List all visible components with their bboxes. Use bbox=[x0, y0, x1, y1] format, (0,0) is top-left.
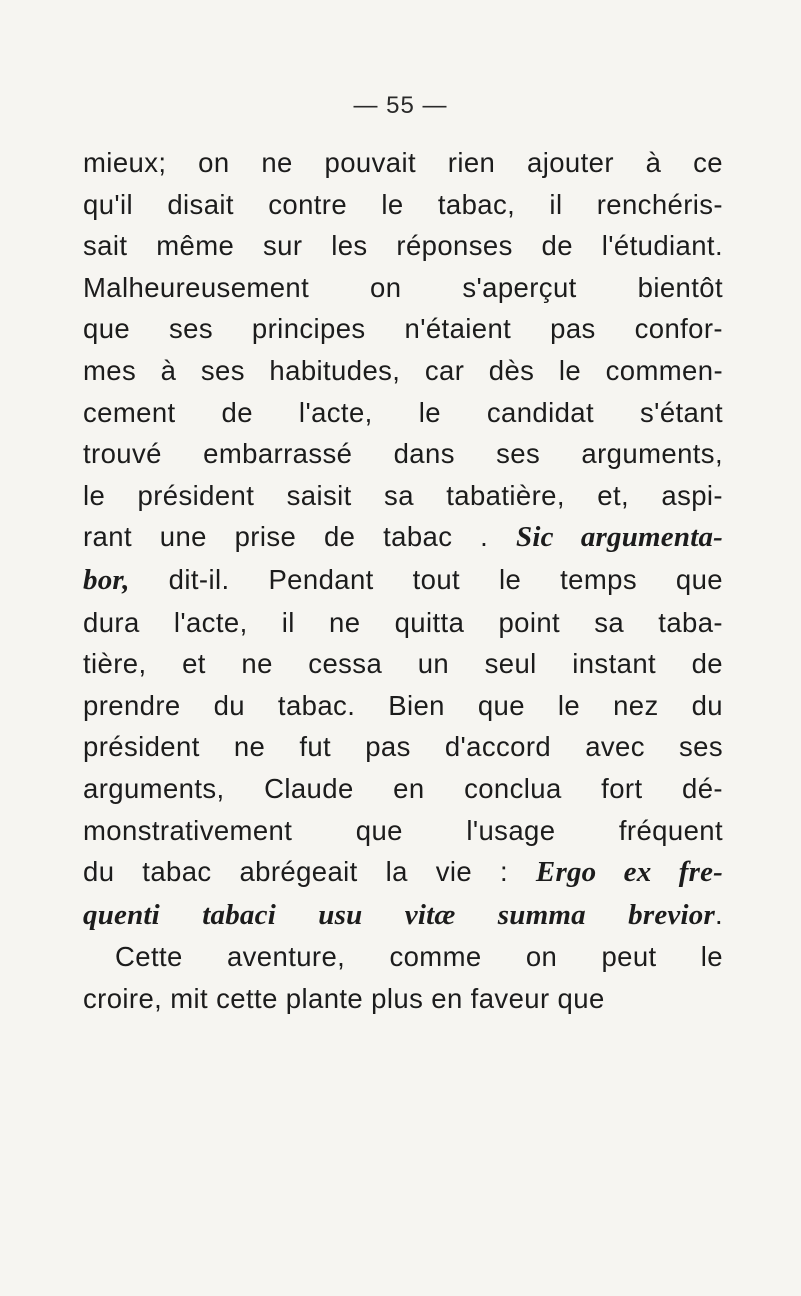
line-text: trouvé embarrassé dans ses arguments, bbox=[83, 438, 723, 470]
text-line bbox=[83, 559, 723, 602]
text-line bbox=[83, 643, 723, 685]
text-line bbox=[83, 894, 723, 937]
text-line bbox=[83, 726, 723, 768]
text-line bbox=[83, 978, 723, 1020]
text-line bbox=[83, 433, 723, 475]
italic-text: bor, bbox=[83, 563, 130, 596]
line-text: prendre du tabac. Bien que le nez du bbox=[83, 689, 723, 721]
text-line bbox=[83, 685, 723, 727]
italic-text: quenti tabaci usu vitæ summa brevior bbox=[83, 898, 715, 931]
text-line bbox=[83, 142, 723, 184]
text-line bbox=[83, 768, 723, 810]
line-text: cement de l'acte, le candidat s'étant bbox=[83, 396, 723, 428]
line-text: président ne fut pas d'accord avec ses bbox=[83, 731, 723, 763]
text-line bbox=[83, 810, 723, 852]
italic-text: Ergo ex fre- bbox=[535, 856, 724, 889]
line-text: croire, mit cette plante plus en faveur que bbox=[83, 982, 605, 1014]
line-text: monstrativement que l'usage fréquent bbox=[83, 814, 723, 846]
line-text: mes à ses habitudes, car dès le commen- bbox=[83, 354, 723, 386]
text-line bbox=[83, 308, 723, 350]
line-text: mieux; on ne pouvait rien ajouter à ce bbox=[83, 147, 723, 178]
text-line bbox=[83, 936, 723, 978]
text-line bbox=[83, 851, 723, 894]
line-text: le président saisit sa tabatière, et, aspi- bbox=[83, 479, 723, 511]
text-line bbox=[83, 602, 723, 644]
line-text: Malheureusement on s'aperçut bientôt bbox=[83, 271, 723, 303]
line-text: que ses principes n'étaient pas confor- bbox=[83, 313, 723, 345]
line-text: dit-il. Pendant tout le temps que bbox=[129, 563, 723, 595]
line-text: du tabac abrégeait la vie : bbox=[83, 856, 536, 888]
line-text: Cette aventure, comme on peut le bbox=[115, 941, 723, 973]
line-text: qu'il disait contre le tabac, il renchéris- bbox=[83, 188, 723, 220]
text-line bbox=[83, 184, 723, 226]
text-line bbox=[83, 392, 723, 434]
line-text: sait même sur les réponses de l'étudiant. bbox=[83, 230, 723, 262]
line-text: rant une prise de tabac . bbox=[83, 521, 516, 553]
line-text: . bbox=[714, 898, 723, 930]
text-line bbox=[83, 475, 723, 517]
line-text: tière, et ne cessa un seul instant de bbox=[83, 648, 723, 680]
text-line bbox=[83, 267, 723, 309]
text-line bbox=[83, 350, 723, 392]
italic-text: Sic argumenta- bbox=[515, 521, 724, 554]
line-text: dura l'acte, il ne quitta point sa taba- bbox=[83, 606, 723, 638]
text-line bbox=[83, 225, 723, 267]
line-text: arguments, Claude en conclua fort dé- bbox=[83, 772, 723, 804]
body-text bbox=[83, 142, 723, 1019]
page-number-header: — 55 — bbox=[353, 92, 448, 119]
text-line bbox=[83, 516, 723, 559]
